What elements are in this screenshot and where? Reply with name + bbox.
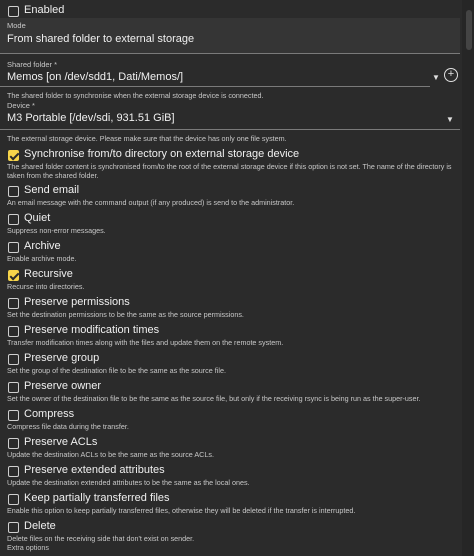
option-checkbox[interactable]	[8, 242, 19, 253]
option-checkbox[interactable]	[8, 214, 19, 225]
option-label: Preserve modification times	[24, 324, 160, 336]
option-hint: An email message with the command output (if any produced) is send to the administrator.	[7, 198, 295, 207]
plus-circle-icon[interactable]: +	[444, 68, 458, 82]
device-select[interactable]	[0, 100, 474, 130]
option-row[interactable]	[0, 380, 474, 394]
option-label: Send email	[24, 184, 80, 196]
option-label: Recursive	[24, 268, 73, 280]
option-checkbox[interactable]	[8, 522, 19, 533]
option-hint: Transfer modification times along with the files and update them on the remote system.	[7, 338, 284, 347]
option-label: Preserve permissions	[24, 296, 130, 308]
option-row[interactable]	[0, 492, 474, 506]
option-checkbox[interactable]	[8, 466, 19, 477]
device-underline	[0, 129, 460, 130]
device-value: M3 Portable [/dev/sdi, 931.51 GiB]	[7, 112, 175, 124]
mode-select[interactable]	[0, 18, 460, 54]
shared-folder-select[interactable]	[0, 58, 474, 86]
option-row[interactable]	[0, 296, 474, 310]
mode-underline	[0, 53, 460, 54]
option-row[interactable]	[0, 184, 474, 198]
option-checkbox[interactable]	[8, 150, 19, 161]
shared-folder-underline	[0, 86, 430, 87]
extra-options-caption: Extra options	[7, 543, 49, 552]
option-row[interactable]	[0, 268, 474, 282]
enabled-checkbox[interactable]	[8, 6, 19, 17]
option-label: Compress	[24, 408, 75, 420]
option-checkbox[interactable]	[8, 354, 19, 365]
option-checkbox[interactable]	[8, 438, 19, 449]
scrollbar-thumb[interactable]	[466, 10, 472, 50]
option-hint: The shared folder content is synchronised from/to the root of the external storage device if this option is not set. The name of the directory is taken from the shared folder.	[7, 162, 452, 180]
option-checkbox[interactable]	[8, 410, 19, 421]
option-hint: Delete files on the receiving side that don't exist on sender.	[7, 534, 195, 543]
option-hint: Compress file data during the transfer.	[7, 422, 129, 431]
enabled-row[interactable]	[0, 3, 474, 19]
option-hint: Set the owner of the destination file to be the same as the source file, but only if the receiving rsync is being run as the super-user.	[7, 394, 421, 403]
scrollbar[interactable]	[462, 0, 474, 556]
option-checkbox[interactable]	[8, 326, 19, 337]
mode-caption: Mode	[7, 21, 26, 30]
option-checkbox[interactable]	[8, 186, 19, 197]
option-row[interactable]	[0, 212, 474, 226]
option-row[interactable]	[0, 520, 474, 534]
option-checkbox[interactable]	[8, 494, 19, 505]
device-hint: The external storage device. Please make sure that the device has only one file system.	[7, 134, 287, 143]
option-label: Synchronise from/to directory on external storage device	[24, 148, 300, 160]
option-hint: Enable this option to keep partially transferred files, otherwise they will be deleted if the transfer is interrupted.	[7, 506, 356, 515]
option-label: Quiet	[24, 212, 51, 224]
option-label: Archive	[24, 240, 61, 252]
chevron-down-icon[interactable]: ▼	[446, 115, 454, 124]
enabled-label: Enabled	[24, 4, 65, 16]
option-label: Delete	[24, 520, 56, 532]
option-label: Preserve extended attributes	[24, 464, 165, 476]
shared-folder-caption: Shared folder *	[7, 60, 58, 69]
option-hint: Suppress non-error messages.	[7, 226, 106, 235]
option-hint: Update the destination ACLs to be the same as the source ACLs.	[7, 450, 214, 459]
option-hint: Set the destination permissions to be the same as the source permissions.	[7, 310, 244, 319]
option-hint: Recurse into directories.	[7, 282, 85, 291]
option-checkbox[interactable]	[8, 298, 19, 309]
option-hint: Update the destination extended attributes to be the same as the local ones.	[7, 478, 250, 487]
option-row[interactable]	[0, 436, 474, 450]
option-checkbox[interactable]	[8, 382, 19, 393]
option-row[interactable]	[0, 240, 474, 254]
option-label: Preserve group	[24, 352, 100, 364]
shared-folder-hint: The shared folder to synchronise when the external storage device is connected.	[7, 91, 264, 100]
chevron-down-icon[interactable]: ▼	[432, 73, 440, 82]
option-hint: Enable archive mode.	[7, 254, 77, 263]
option-label: Keep partially transferred files	[24, 492, 170, 504]
option-row[interactable]	[0, 408, 474, 422]
shared-folder-value: Memos [on /dev/sdd1, Dati/Memos/]	[7, 71, 184, 83]
option-row[interactable]	[0, 352, 474, 366]
option-checkbox[interactable]	[8, 270, 19, 281]
option-label: Preserve owner	[24, 380, 102, 392]
option-row[interactable]	[0, 464, 474, 478]
option-label: Preserve ACLs	[24, 436, 98, 448]
device-caption: Device *	[7, 101, 35, 110]
option-row[interactable]	[0, 148, 474, 162]
option-row[interactable]	[0, 324, 474, 338]
option-hint: Set the group of the destination file to be the same as the source file.	[7, 366, 226, 375]
mode-value: From shared folder to external storage	[7, 33, 195, 45]
